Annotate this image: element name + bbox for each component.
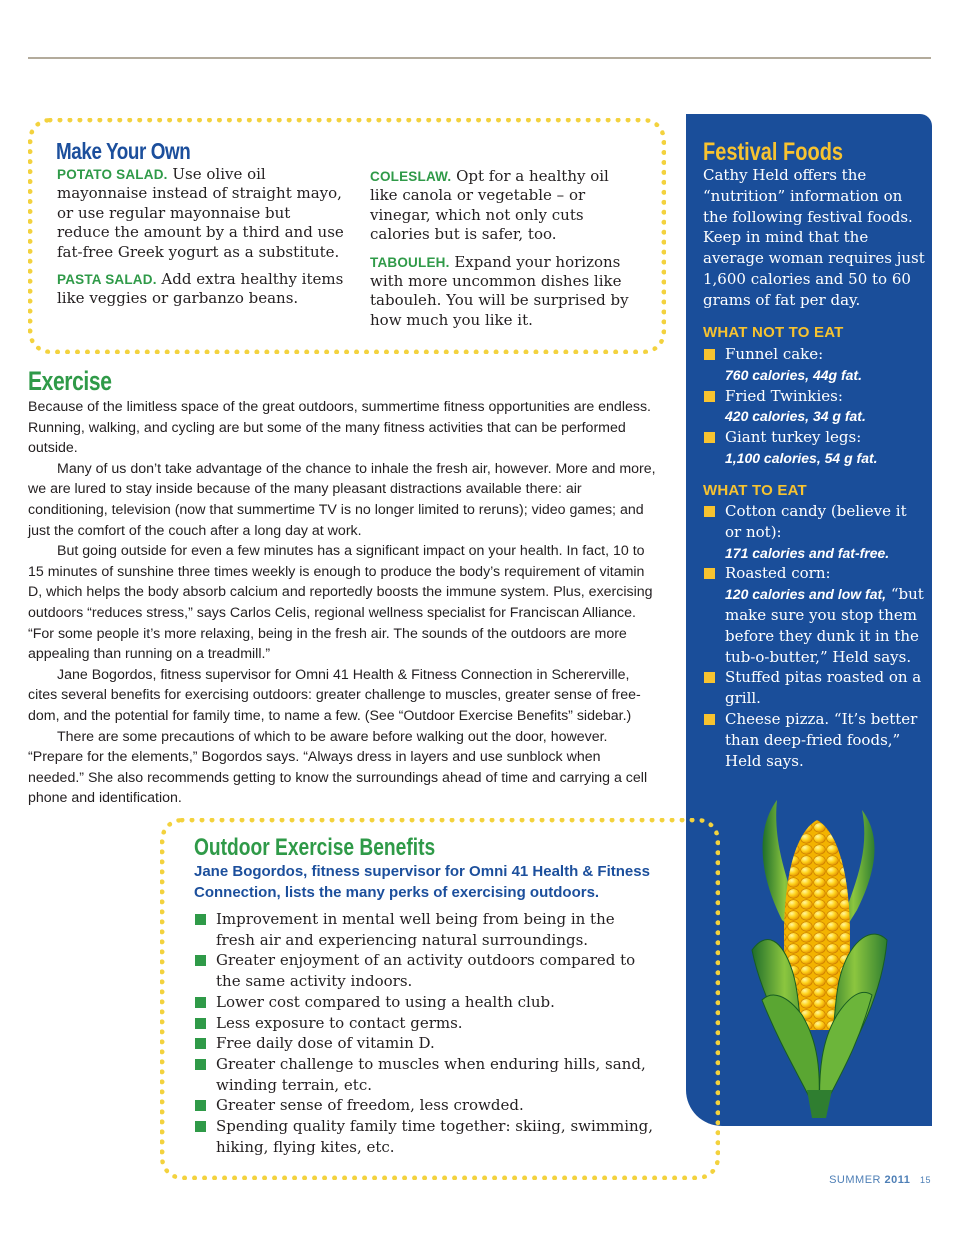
list-item (194, 992, 654, 1013)
benefit-text: Greater sense of freedom, less crowded. (216, 1096, 524, 1115)
list-item (703, 501, 927, 563)
food-nutrition: 171 calories and fat-free. (725, 544, 890, 561)
bullet-square-icon (195, 1038, 206, 1049)
make-your-own-col-left (57, 165, 347, 317)
coleslaw-item (370, 167, 638, 245)
food-nutrition: 760 calories, 44g fat. (725, 366, 862, 383)
bullet-square-icon (704, 391, 715, 402)
outdoor-benefits-list (194, 909, 654, 1157)
bullet-square-icon (195, 1059, 206, 1070)
exercise-body (28, 397, 656, 809)
list-item (194, 1116, 654, 1157)
list-item (194, 1054, 654, 1095)
bullet-square-icon (195, 997, 206, 1008)
coleslaw-text: Opt for a healthy oil like canola or vegetable – or vinegar, which not only cuts calories but is safer, too. (370, 167, 609, 244)
list-item (703, 563, 927, 667)
exercise-paragraph: Many of us don’t take advantage of the chance to inhale the fresh air, however. More and more, we are lured to stay inside because of the many pleasant distractions available there: air conditioning, television (now that summertime TV is no longer limited to reruns); video games; and just the comfort of the couch after a long day at work. (28, 460, 656, 539)
bullet-square-icon (195, 1121, 206, 1132)
exercise-paragraph: But going outside for even a few minutes has a significant impact on your health. In fact, 10 to 15 minutes of sunshine three times weekly is enough to produce the body’s requirement of vitamin D, which helps the body absorb calcium and reportedly boosts the immune system. Plus, exercising outdoors “reduces stress,” says Carlos Celis, regional wellness specialist for Franciscan Alliance. “For some people it’s more relaxing, being in the fresh air. The sounds of the outdoors are more appealing than running on a treadmill.” (28, 543, 653, 663)
tabouleh-text: Expand your horizons with more uncommon dishes like tabouleh. You will be surprised by how much you like it. (370, 252, 629, 329)
pasta-salad-text: Add extra healthy items like veggies or garbanzo beans. (57, 270, 344, 308)
food-name: Giant turkey legs: (725, 428, 862, 447)
what-not-to-eat-list (703, 344, 927, 469)
coleslaw-keyword: COLESLAW. (370, 169, 452, 184)
festival-foods-intro: Cathy Held offers the “nutrition” information on the following festival foods. Keep in mind that the average woman requires just 1,600 calories and 50 to 60 grams of fat per day. (703, 166, 925, 309)
list-item (194, 1095, 654, 1116)
food-nutrition: 420 calories, 34 g fat. (725, 408, 866, 425)
page-number: 15 (919, 1175, 931, 1185)
list-item (703, 386, 927, 428)
exercise-title: Exercise (28, 366, 112, 396)
exercise-paragraph: There are some precautions of which to be aware before walking out the door, however. “Prepare for the elements,” Bogordos says. “Always dress in layers and use sunblock when needed.” She also recommends getting to know the surroundings ahead of time and carrying a cell phone and identification. (28, 728, 648, 807)
food-name: Roasted corn: (725, 564, 831, 583)
list-item (194, 1033, 654, 1054)
bullet-square-icon (704, 432, 715, 443)
benefit-text: Free daily dose of vitamin D. (216, 1034, 435, 1053)
food-note: “but make sure you stop them before they dunk it in the tub-o-butter,” Held says. (725, 585, 924, 666)
food-name: Stuffed pitas roasted on a grill. (725, 668, 922, 708)
benefit-text: Improvement in mental well being from being in the fresh air and experiencing natural surroundings. (216, 910, 615, 949)
bullet-square-icon (195, 955, 206, 966)
list-item (194, 909, 654, 950)
page-footer (829, 1174, 931, 1186)
list-item (703, 709, 927, 771)
footer-season: SUMMER (829, 1174, 881, 1186)
list-item (194, 950, 654, 991)
bullet-square-icon (704, 506, 715, 517)
bullet-square-icon (195, 1100, 206, 1111)
benefit-text: Spending quality family time together: skiing, swimming, hiking, flying kites, etc. (216, 1117, 654, 1156)
outdoor-benefits-subtitle: Jane Bogordos, fitness supervisor for Omni 41 Health & Fitness Connection, lists the many perks of exercising outdoors. (194, 863, 650, 901)
make-your-own-title: Make Your Own (56, 138, 191, 164)
what-to-eat-heading: WHAT TO EAT (703, 482, 807, 499)
bullet-square-icon (195, 914, 206, 925)
corn-cob-icon (722, 800, 912, 1120)
list-item (703, 667, 927, 709)
outdoor-benefits-title: Outdoor Exercise Benefits (194, 834, 436, 861)
bullet-square-icon (195, 1018, 206, 1029)
exercise-paragraph: Jane Bogordos, fitness supervisor for Omni 41 Health & Fitness Connection in Schererville, cites several benefits for exercising outdoors: greater challenge to muscles, greater sense of free-dom, and the potential for family time, to name a few. (See “Outdoor Exercise Benefits” sidebar.) (28, 666, 641, 724)
list-item (703, 427, 927, 469)
bullet-square-icon (704, 568, 715, 579)
tabouleh-item (370, 253, 638, 331)
festival-foods-title: Festival Foods (703, 138, 844, 166)
tabouleh-keyword: TABOULEH. (370, 254, 450, 270)
food-name: Cotton candy (believe it or not): (725, 502, 907, 541)
food-name: Fried Twinkies: (725, 386, 843, 405)
what-to-eat-list (703, 501, 927, 771)
footer-year: 2011 (884, 1174, 911, 1186)
potato-salad-keyword: POTATO SALAD. (57, 167, 168, 182)
benefit-text: Less exposure to contact germs. (216, 1013, 463, 1032)
potato-salad-item (57, 165, 347, 262)
benefit-text: Greater challenge to muscles when enduring hills, sand, winding terrain, etc. (216, 1054, 646, 1094)
list-item (703, 344, 927, 386)
food-name: Cheese pizza. “It’s better than deep-fried foods,” Held says. (725, 709, 918, 770)
pasta-salad-item (57, 270, 347, 309)
benefit-text: Lower cost compared to using a health club. (216, 992, 555, 1011)
food-name: Funnel cake: (725, 345, 824, 363)
bullet-square-icon (704, 672, 715, 683)
bullet-square-icon (704, 349, 715, 360)
exercise-paragraph: Because of the limitless space of the great outdoors, summertime fitness opportunities are endless. Running, walking, and cycling are but some of the many fitness activities that can be performed outside. (28, 399, 651, 457)
list-item (194, 1013, 654, 1034)
food-nutrition: 120 calories and low fat, (725, 586, 887, 603)
make-your-own-col-right (370, 167, 638, 338)
food-nutrition: 1,100 calories, 54 g fat. (725, 449, 878, 466)
bullet-square-icon (704, 714, 715, 725)
top-rule (28, 57, 931, 59)
what-not-to-eat-heading: WHAT NOT TO EAT (703, 324, 844, 341)
potato-salad-text: Use olive oil mayonnaise instead of straight mayo, or use regular mayonnaise but reduce the amount by a third and use fat-free Greek yogurt as a substitute. (57, 165, 344, 261)
pasta-salad-keyword: PASTA SALAD. (57, 272, 157, 288)
benefit-text: Greater enjoyment of an activity outdoors compared to the same activity indoors. (216, 951, 636, 991)
